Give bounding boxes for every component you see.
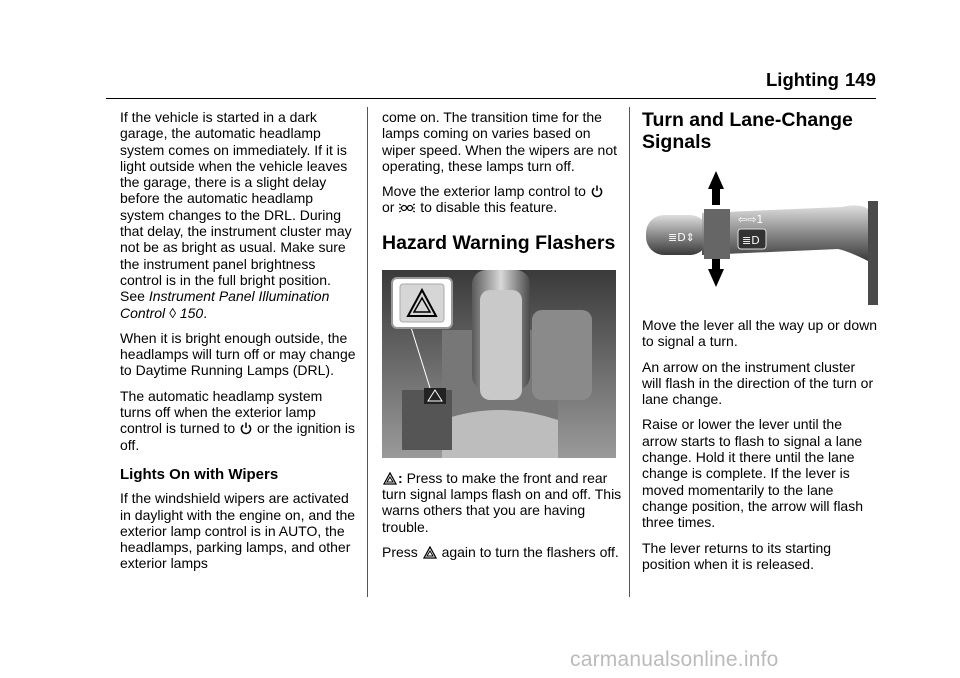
column-3 [642,109,878,581]
paragraph: : Press to make the front and rear turn signal lamps flash on and off. This warns others that you are having trouble. [382,469,622,535]
page-ref-icon: ◊ [169,304,176,321]
parking-lamp-icon [399,202,415,214]
paragraph: An arrow on the instrument cluster will flash in the direction of the turn or lane change. [642,358,874,408]
paragraph: come on. The transition time for the lamps coming on varies based on wiper speed. When the wipers are not operating, these lamps turn off. [382,109,618,174]
header-rule [106,98,876,99]
paragraph: The automatic headlamp system turns off when the exterior lamp control is turned to or the ignition is off. [120,387,356,453]
column-2 [382,109,622,569]
svg-text:≣D: ≣D [742,234,760,247]
power-off-icon [591,185,603,198]
paragraph: The lever returns to its starting position when it is released. [642,539,832,572]
hazard-triangle-icon [383,472,397,485]
page-header [0,69,960,97]
paragraph: Raise or lower the lever until the arrow starts to flash to signal a lane change. Hold it there until the lane change is complete. If the lever is moved momentarily to the lane change position, the arrow will flash three times. [642,416,864,531]
paragraph: Move the lever all the way up or down to signal a turn. [642,317,878,350]
section-heading-hazard: Hazard Warning Flashers [382,231,616,254]
paragraph: When it is bright enough outside, the headlamps will turn off or may change to Daytime Running Lamps (DRL). [120,329,356,379]
section-heading-turn-signals: Turn and Lane-Change Signals [642,109,853,153]
section-title: Lighting [766,69,839,90]
power-off-icon [240,422,252,435]
column-1 [120,109,356,581]
paragraph: Move the exterior lamp control to or to disable this feature. [382,183,622,216]
watermark: carmanualsonline.info [570,648,779,671]
cross-reference-link[interactable]: Instrument Panel Illumination Control ◊ 150 [120,288,330,321]
column-divider-2 [629,107,630,597]
hazard-triangle-icon [423,546,437,559]
turn-signal-lever-illustration [642,169,878,309]
paragraph: Press again to turn the flashers off. [382,543,619,560]
section-heading-wipers: Lights On with Wipers [120,465,279,483]
svg-text:≣D⇕: ≣D⇕ [668,231,695,244]
paragraph: If the windshield wipers are activated in daylight with the engine on, and the exterior lamp control is in AUTO, the headlamps, parking lamps, and other exterior lamps [120,490,356,572]
page-number: 149 [845,69,876,90]
svg-text:⇦⇨1: ⇦⇨1 [738,213,764,226]
column-divider-1 [367,107,368,597]
hazard-button-photo [382,270,616,458]
paragraph: If the vehicle is started in a dark garage, the automatic headlamp system comes on immediately. If it is light outside when the vehicle leaves the garage, there is a slight delay before the automatic headlamp system changes to the DRL. During that delay, the instrument cluster may not be as bright as usual. Make sure the instrument panel brightness control is in the full bright position. See Instrument Panel Illumination Control ◊ 150. [120,109,352,321]
